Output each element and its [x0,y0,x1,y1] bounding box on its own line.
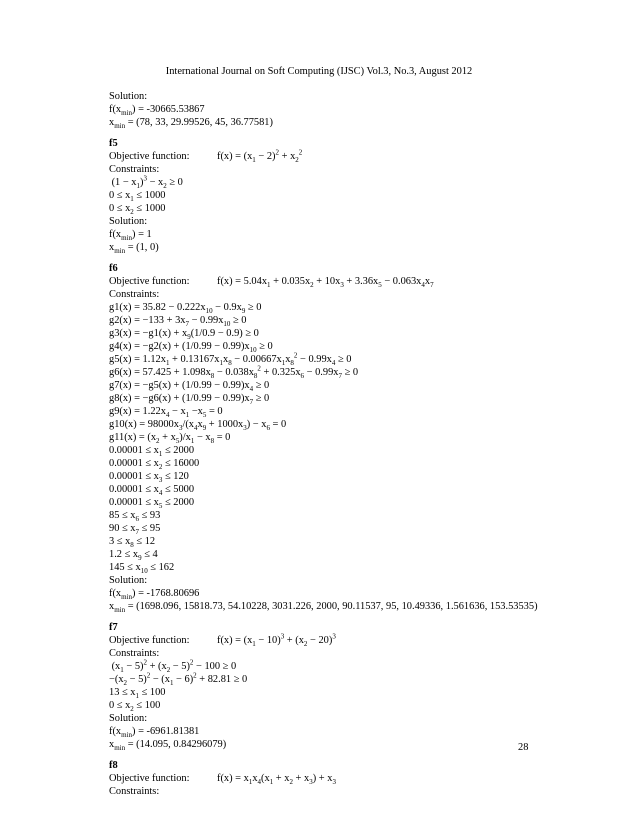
f7-constraint: $-(x_2 - 5)^2 - (x_1 - 6)^2 + 82.81 \ge 0$ [109,671,248,688]
f4-fmin: $f(x_{min}) = -30665.53867$ [109,104,205,118]
f6-solution-label: Solution: [109,575,148,586]
f4-xmin: $x_{min} = (78$, 33, 29.99526, 45, 36.77581) [109,117,273,131]
f7-objective: Objective function: $f(x) = (x_1 - 10)^3 + (x_2 - 20)^3$ [109,632,336,649]
f6-constraint: $g7(x) = -g5(x) + (1/0.99 - 0.99)x_4 \ge 0$ [109,380,270,394]
f6-constraint: $g11(x) = (x_2 + x_5)/x_1 - x_8 = 0$ [109,432,231,446]
f7-constraints-label: Constraints: [109,648,160,659]
f5-xmin: $x_{min} = (1$, 0) [109,242,159,256]
f5-constraints-label: Constraints: [109,164,160,175]
f6-bound: $0.00001 \le x_4 \le 5000$ [109,484,195,498]
f6-constraint: $g10(x) = 98000x_3/(x_4x_9 + 1000x_3) - x_6 = 0$ [109,419,287,433]
page-number: 28 [518,742,529,753]
f5-constraint: $(1 - x_1)^3 - x_2 \ge 0$ [109,174,183,191]
f6-bound: $1.2 \le x_9 \le 4$ [109,549,158,563]
f7-bound: $0 \le x_2 \le 100$ [109,700,161,714]
f6-fmin: $f(x_{min}) = -1768.80696$ [109,588,200,602]
f6-bound: $145 \le x_{10} \le 162$ [109,562,175,576]
f8-constraints-label: Constraints: [109,786,160,797]
f5-solution-label: Solution: [109,216,148,227]
f6-constraint: $g5(x) = 1.12x_1 + 0.13167x_1x_8 - 0.00667x_1x_8^2 - 0.99x_4 \ge 0$ [109,351,352,368]
f5-bound: $0 \le x_2 \le 1000$ [109,203,166,217]
f6-xmin: $x_{min} = (1698.096$, 15818.73, 54.10228, 3031.226, 2000, 90.11537, 95, 10.49336, 1.561636, 153.53535) [109,601,538,615]
f5-fmin: $f(x_{min}) = 1$ [109,229,152,243]
f6-bound: $85 \le x_6 \le 93$ [109,510,161,524]
f6-bound: $0.00001 \le x_5 \le 2000$ [109,497,195,511]
f6-constraint: $g3(x) = -g1(x) + x_9(1/0.9 - 0.9) \ge 0$ [109,328,259,342]
f6-bound: $0.00001 \le x_1 \le 2000$ [109,445,195,459]
f6-constraint: $g9(x) = 1.22x_4 - x_1 -x_5 = 0$ [109,406,223,420]
f6-bound: $0.00001 \le x_3 \le 120$ [109,471,189,485]
f6-bound: $0.00001 \le x_2 \le 16000$ [109,458,200,472]
f8-title: f8 [109,760,118,771]
f6-constraint: $g4(x) = -g2(x) + (1/0.99 - 0.99)x_{10} \ge 0$ [109,341,273,355]
f8-objective: Objective function: $f(x) = x_1x_4(x_1 + x_2 + x_3) + x_3$ [109,773,336,787]
f7-constraint: $(x_1 - 5)^2 + (x_2 - 5)^2 - 100 \ge 0$ [109,658,237,675]
f6-constraints-label: Constraints: [109,289,160,300]
f6-bound: $3 \le x_8 \le 12$ [109,536,156,550]
f7-title: f7 [109,622,118,633]
f6-objective: Objective function: $f(x) = 5.04x_1 + 0.035x_2 + 10x_3 + 3.36x_5 - 0.063x_4x_7$ [109,276,434,290]
f6-constraint: $g8(x) = -g6(x) + (1/0.99 - 0.99)x_7 \ge 0$ [109,393,270,407]
solution-label: Solution: [109,91,148,102]
f7-bound: $13 \le x_1 \le 100$ [109,687,166,701]
journal-header: International Journal on Soft Computing (IJSC) Vol.3, No.3, August 2012 [165,66,473,77]
f6-bound: $90 \le x_7 \le 95$ [109,523,161,537]
main-content [109,90,609,798]
f6-constraint: $g1(x) = 35.82 - 0.222x_{10} - 0.9x_9 \ge 0$ [109,302,262,316]
f6-title: f6 [109,263,118,274]
f6-constraint: $g2(x) = -133 + 3x_7 - 0.99x_{10} \ge 0$ [109,315,247,329]
f6-constraint: $g6(x) = 57.425 + 1.098x_8 - 0.038x_8^2 + 0.325x_6 - 0.99x_7 \ge 0$ [109,364,359,381]
f7-fmin: $f(x_{min}) = -6961.81381$ [109,726,200,740]
f5-bound: $0 \le x_1 \le 1000$ [109,190,166,204]
f7-xmin: $x_{min} = (14.095$, 0.84296079) [109,739,227,753]
f5-objective: Objective function: $f(x) = (x_1 - 2)^2 + x_2^2$ [109,148,303,165]
f7-solution-label: Solution: [109,713,148,724]
f5-title: f5 [109,138,118,149]
